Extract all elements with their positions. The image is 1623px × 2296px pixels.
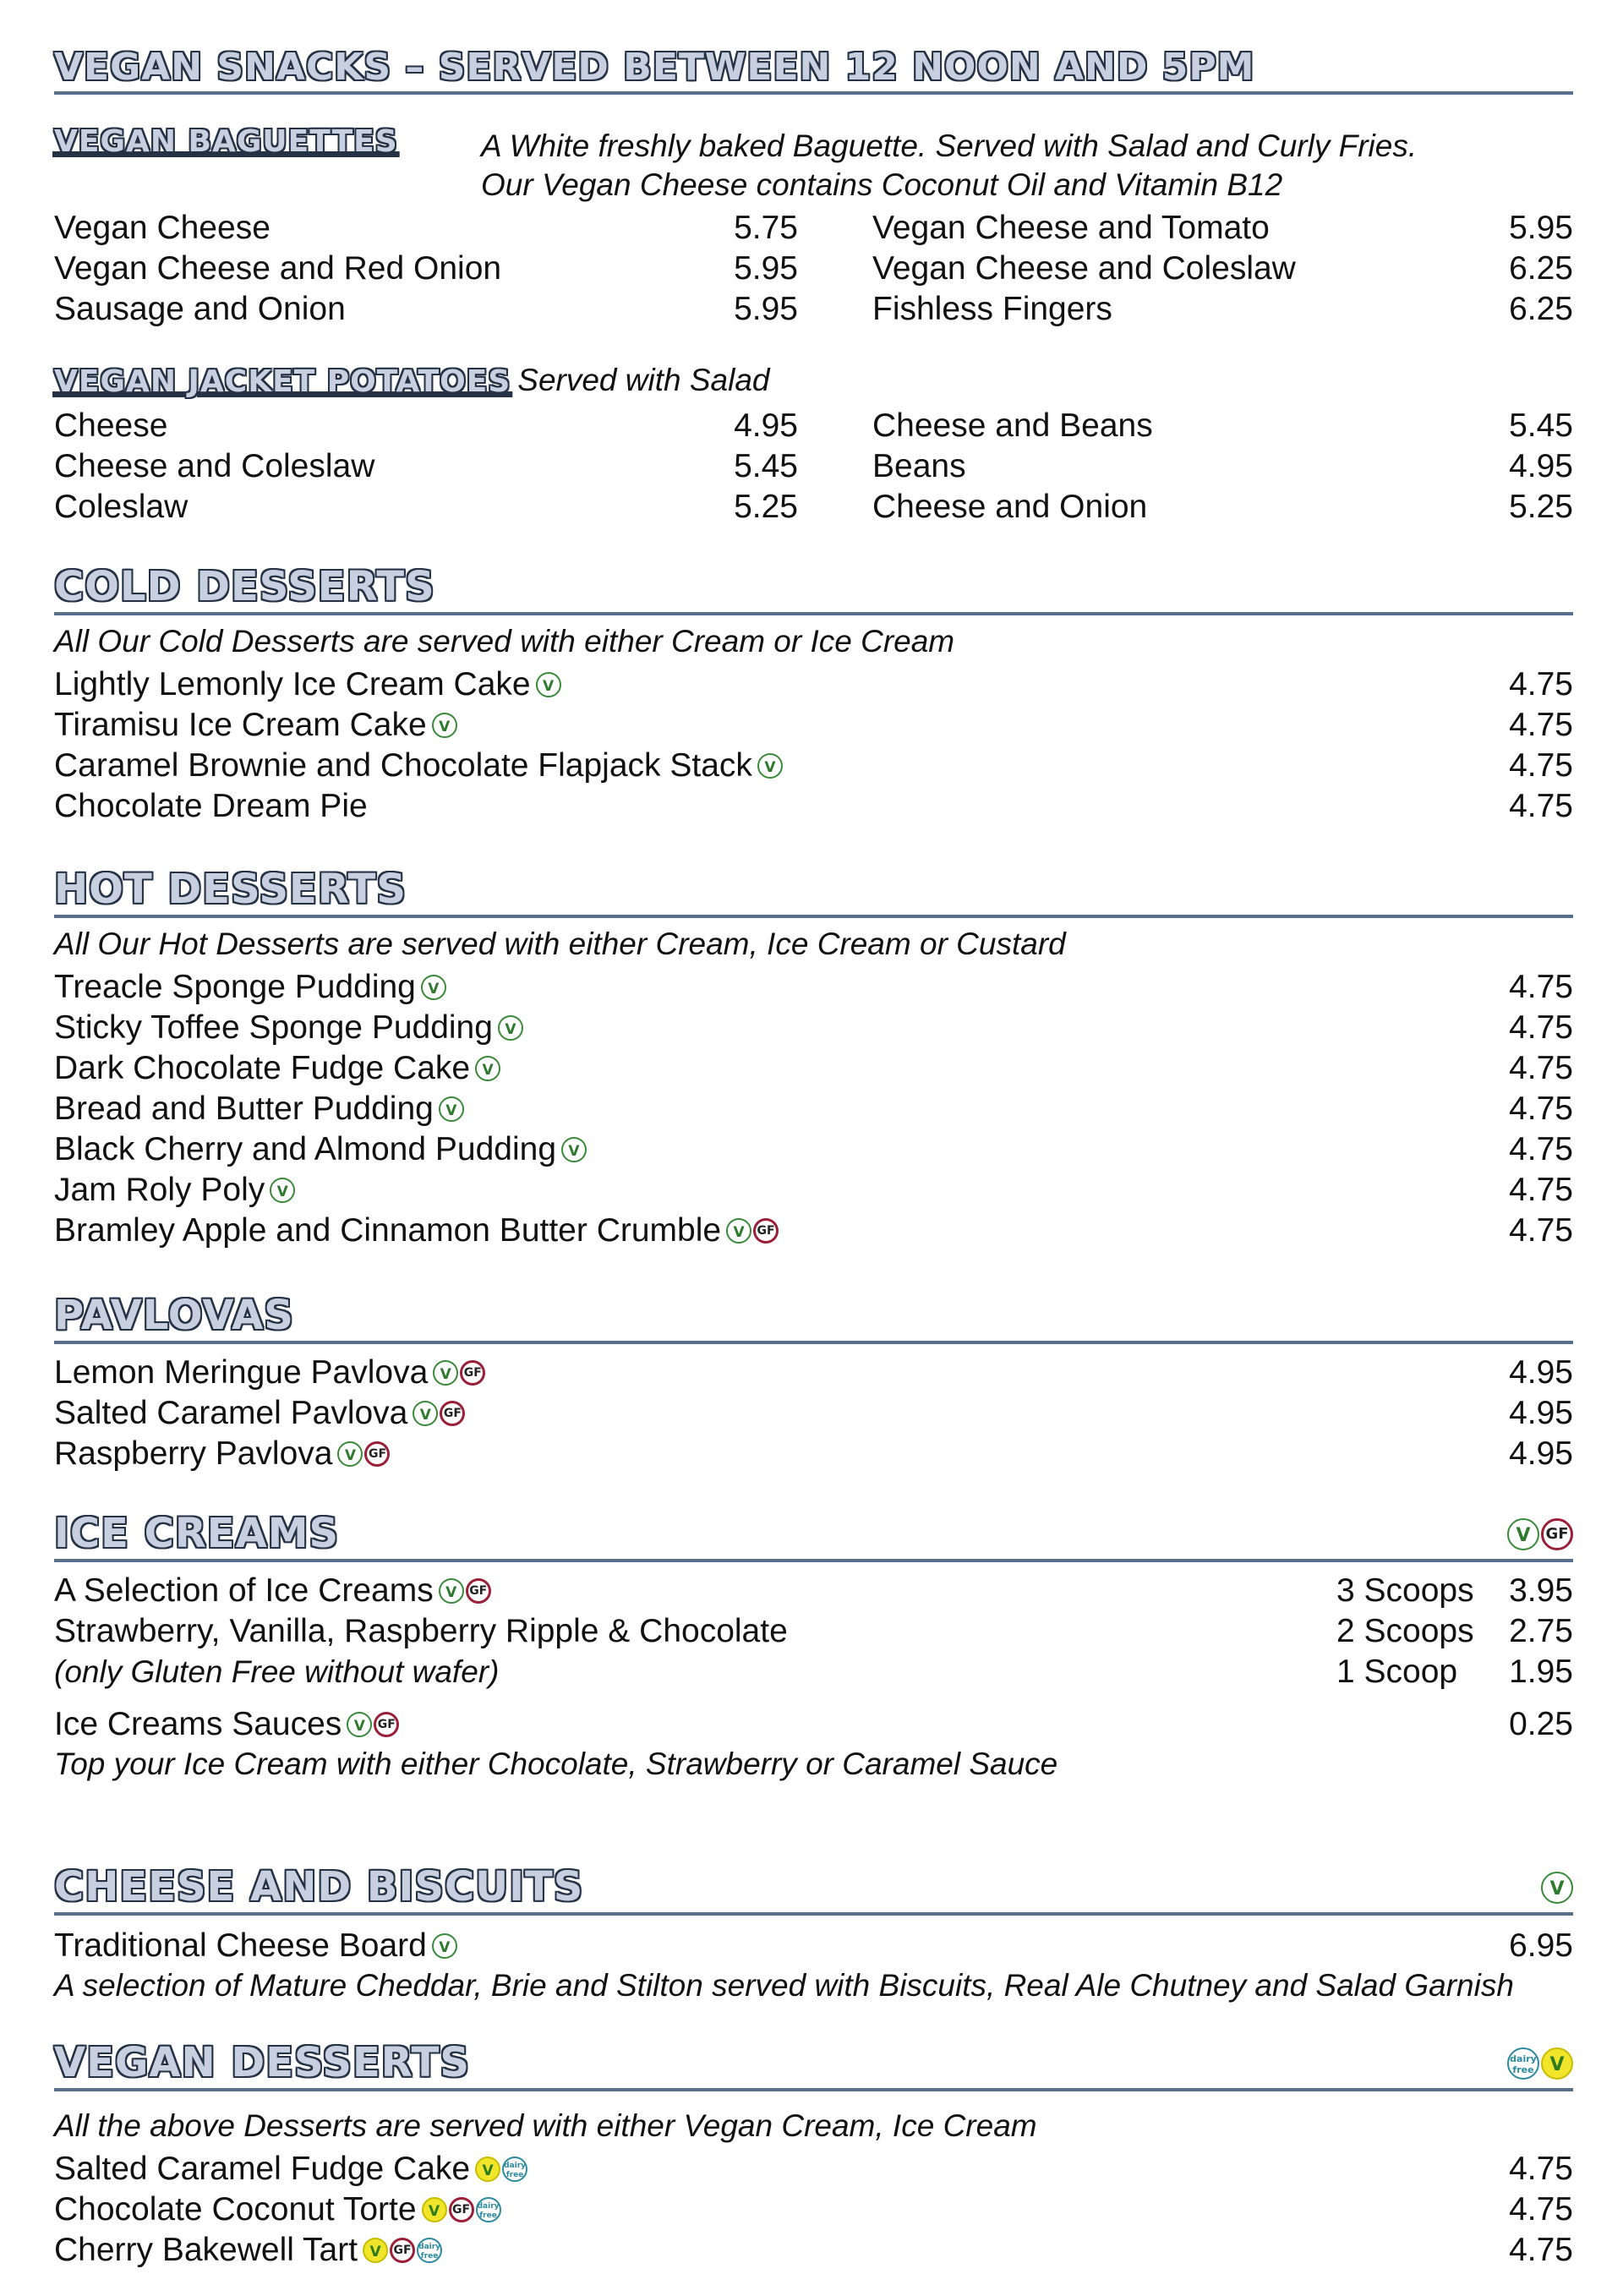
cold-desc: All Our Cold Desserts are served with either Cream or Ice Cream [54,624,955,659]
scoop-label: 1 Scoop [1336,1654,1458,1690]
gluten-free-icon: GF [753,1218,779,1244]
vegetarian-icon: V [561,1137,587,1162]
menu-item: Strawberry, Vanilla, Raspberry Ripple & Chocolate 2 Scoops 2.75 [54,1613,1573,1649]
cold-heading: COLD DESSERTS [54,563,435,610]
vegetarian-icon: V [726,1218,751,1244]
vegan-desc: All the above Desserts are served with either Vegan Cream, Ice Cream [54,2108,1037,2143]
pavlovas-heading: PAVLOVAS [54,1292,294,1339]
menu-item: Black Cherry and Almond Pudding V 4.75 [54,1131,1573,1167]
gluten-free-icon: GF [1541,1518,1573,1550]
vegetarian-icon: V [432,713,457,738]
vegetarian-icon: V [337,1441,363,1467]
vegetarian-icon: V [347,1712,372,1737]
gluten-free-icon: GF [466,1578,491,1604]
icecreams-heading: ICE CREAMS [54,1510,340,1557]
dairy-free-icon: dairy free [502,2157,527,2182]
menu-item: A Selection of Ice Creams V GF 3 Scoops 3.95 [54,1572,1573,1609]
menu-item: Salted Caramel Pavlova V GF 4.95 [54,1395,1573,1431]
section-baguettes [54,124,1573,330]
section-cheese [54,1863,1573,2005]
vegetarian-icon: V [1507,1518,1539,1550]
vegetarian-icon: V [433,1360,458,1386]
gluten-free-icon: GF [364,1441,390,1467]
menu-item: Chocolate Dream Pie 4.75 [54,788,1573,824]
baguettes-heading: VEGAN BAGUETTES [54,124,398,159]
vegan-icon: V [1541,2047,1573,2080]
menu-item: Treacle Sponge Pudding V 4.75 [54,969,1573,1005]
gluten-free-icon: GF [449,2197,474,2222]
gluten-free-icon: GF [390,2238,415,2263]
menu-item: (only Gluten Free without wafer) 1 Scoop 1.95 [54,1654,1573,1690]
jackets-desc: Served with Salad [517,363,770,397]
menu-item: Raspberry Pavlova V GF 4.95 [54,1435,1573,1472]
section-jackets [54,364,1573,528]
menu-item: Vegan Cheese and Red Onion 5.95 [54,250,798,287]
section-hot [54,866,1573,1251]
scoop-price: 1.95 [1509,1654,1573,1690]
vegan-icon: V [422,2197,447,2222]
vegetarian-icon: V [413,1401,438,1426]
section-cold [54,563,1573,827]
vegetarian-icon: V [432,1933,457,1959]
baguettes-desc-2: Our Vegan Cheese contains Coconut Oil and Vitamin B12 [481,167,1283,202]
vegetarian-icon: V [270,1178,295,1203]
menu-item: Caramel Brownie and Chocolate Flapjack Stack V 4.75 [54,747,1573,784]
vegetarian-icon: V [421,975,446,1000]
menu-item: Lightly Lemonly Ice Cream Cake V 4.75 [54,666,1573,702]
menu-item: Vegan Cheese 5.75 [54,210,798,246]
menu-item: Vegan Cheese and Coleslaw 6.25 [872,250,1573,287]
vegetarian-icon: V [757,753,783,779]
menu-item: Dark Chocolate Fudge Cake V 4.75 [54,1050,1573,1086]
scoop-price: 2.75 [1509,1613,1573,1649]
scoop-price: 3.95 [1509,1572,1573,1609]
hot-desc: All Our Hot Desserts are served with either Cream, Ice Cream or Custard [54,927,1066,961]
menu-item: Ice Creams Sauces V GF 0.25 [54,1706,1573,1742]
section-icecreams [54,1510,1573,1784]
gluten-free-icon: GF [460,1360,485,1386]
cheese-heading: CHEESE AND BISCUITS [54,1863,584,1911]
vegetarian-icon: V [475,1056,500,1081]
menu-item: Lemon Meringue Pavlova V GF 4.95 [54,1354,1573,1391]
menu-item: Tiramisu Ice Cream Cake V 4.75 [54,707,1573,743]
dairy-free-icon: dairy free [417,2238,442,2263]
vegan-icon: V [363,2238,388,2263]
section-vegan [54,2039,1573,2271]
section-pavlovas [54,1292,1573,1474]
menu-item: Vegan Cheese and Tomato 5.95 [872,210,1573,246]
cheese-desc: A selection of Mature Cheddar, Brie and Stilton served with Biscuits, Real Ale Chutney and Salad Garnish [54,1968,1514,2003]
vegan-icon: V [475,2157,500,2182]
vegetarian-icon: V [439,1096,464,1122]
menu-item: Beans 4.95 [872,448,1573,484]
menu-item: Bread and Butter Pudding V 4.75 [54,1091,1573,1127]
scoop-label: 3 Scoops [1336,1572,1474,1609]
gluten-free-icon: GF [374,1712,399,1737]
menu-item: Sausage and Onion 5.95 [54,291,798,327]
gluten-free-icon: GF [440,1401,465,1426]
menu-item: Fishless Fingers 6.25 [872,291,1573,327]
menu-item: Bramley Apple and Cinnamon Butter Crumble V GF 4.75 [54,1212,1573,1249]
menu-item: Sticky Toffee Sponge Pudding V 4.75 [54,1009,1573,1046]
vegan-heading: VEGAN DESSERTS [54,2039,470,2086]
dairy-free-icon: dairy free [476,2197,501,2222]
title-rule [54,91,1573,95]
menu-item: Cheese and Beans 5.45 [872,407,1573,444]
menu-item: Cheese and Coleslaw 5.45 [54,448,798,484]
sauces-desc: Top your Ice Cream with either Chocolate, Strawberry or Caramel Sauce [54,1747,1058,1781]
scoop-label: 2 Scoops [1336,1613,1474,1649]
vegetarian-icon: V [498,1015,523,1041]
menu-item: Cheese 4.95 [54,407,798,444]
vegetarian-icon: V [439,1578,464,1604]
baguettes-desc-1: A White freshly baked Baguette. Served with Salad and Curly Fries. [481,128,1418,163]
menu-item: Traditional Cheese Board V 6.95 [54,1927,1573,1964]
menu-item: Cheese and Onion 5.25 [872,489,1573,525]
vegetarian-icon: V [536,672,561,697]
jackets-heading: VEGAN JACKET POTATOES [54,364,511,399]
menu-item: Jam Roly Poly V 4.75 [54,1172,1573,1208]
vegetarian-icon: V [1541,1872,1573,1904]
page-title: VEGAN SNACKS – SERVED BETWEEN 12 NOON AND 5PM [54,46,1255,89]
hot-heading: HOT DESSERTS [54,866,407,913]
menu-item: Chocolate Coconut Torte V GF dairy free 4.75 [54,2191,1573,2228]
menu-item: Salted Caramel Fudge Cake V dairy free 4.75 [54,2151,1573,2187]
menu-item: Coleslaw 5.25 [54,489,798,525]
menu-item: Cherry Bakewell Tart V GF dairy free 4.75 [54,2232,1573,2268]
dairy-free-icon: dairy free [1507,2047,1539,2080]
